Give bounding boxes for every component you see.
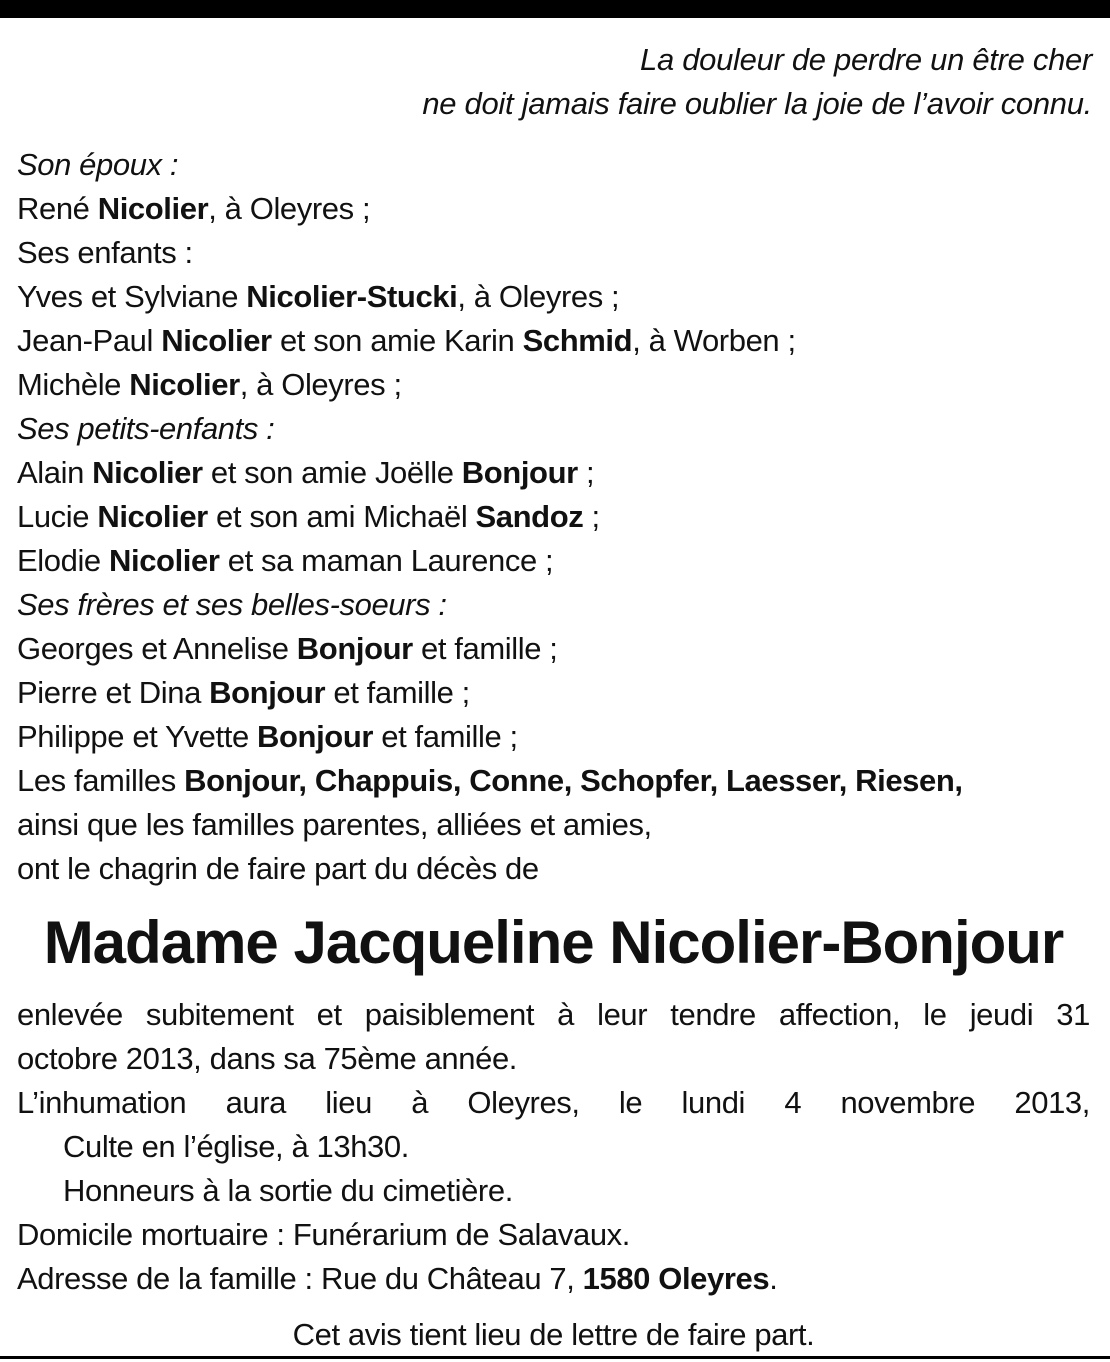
text-segment: et son amie Karin xyxy=(271,323,523,358)
family-line xyxy=(17,627,1090,671)
bold-name: Nicolier-Stucki xyxy=(246,279,458,314)
text-segment: ainsi que les familles parentes, alliées et amies, xyxy=(17,807,652,842)
top-border xyxy=(0,0,1110,18)
family-line xyxy=(17,847,1090,891)
text-segment: et son amie Joëlle xyxy=(202,455,462,490)
funeral-details xyxy=(17,993,1090,1301)
text-segment: Michèle xyxy=(17,367,130,402)
family-line xyxy=(17,495,1090,539)
text-segment: ; xyxy=(583,499,600,534)
text-segment: Alain xyxy=(17,455,93,490)
obituary-body xyxy=(17,143,1090,1357)
family-line xyxy=(17,451,1090,495)
bold-name: Nicolier xyxy=(97,499,208,534)
family-line xyxy=(17,715,1090,759)
text-segment: , à Oleyres ; xyxy=(457,279,620,314)
text-segment: Jean-Paul xyxy=(17,323,162,358)
quote-line: ne doit jamais faire oublier la joie de l’avoir connu. xyxy=(422,86,1092,121)
detail-line xyxy=(17,1257,1090,1301)
text-segment: octobre 2013, dans sa 75ème année. xyxy=(17,1041,518,1076)
text-segment: Elodie xyxy=(17,543,109,578)
text-segment: , à Oleyres ; xyxy=(208,191,371,226)
text-segment: Les familles xyxy=(17,763,185,798)
bold-name: Nicolier xyxy=(97,191,209,226)
detail-line xyxy=(17,993,1090,1037)
text-segment: . xyxy=(769,1261,778,1296)
bold-name: Nicolier xyxy=(129,367,240,402)
family-line xyxy=(17,759,1090,803)
bold-name: Nicolier xyxy=(109,543,220,578)
text-segment: Ses frères et ses belles-soeurs : xyxy=(17,587,447,622)
text-segment: Ses petits-enfants : xyxy=(17,411,275,446)
text-segment: René xyxy=(17,191,98,226)
text-segment: enlevée subitement et paisiblement à leur tendre affection, le jeudi 31 xyxy=(17,997,1090,1032)
detail-line xyxy=(17,1213,1090,1257)
family-line xyxy=(17,407,1090,451)
text-segment: et famille ; xyxy=(325,675,470,710)
family-line xyxy=(17,231,1090,275)
text-segment: et son ami Michaël xyxy=(207,499,476,534)
text-segment: et famille ; xyxy=(373,719,518,754)
text-segment: Yves et Sylviane xyxy=(17,279,247,314)
text-segment: Domicile mortuaire : Funérarium de Salavaux. xyxy=(17,1217,630,1252)
detail-line xyxy=(17,1169,1090,1213)
text-segment: Culte en l’église, à 13h30. xyxy=(63,1129,409,1164)
family-line xyxy=(17,143,1090,187)
bold-name: Bonjour xyxy=(257,719,374,754)
family-line xyxy=(17,803,1090,847)
bold-name: Sandoz xyxy=(475,499,584,534)
family-line xyxy=(17,583,1090,627)
text-segment: ; xyxy=(577,455,595,490)
text-segment: Honneurs à la sortie du cimetière. xyxy=(63,1173,513,1208)
closing-note: Cet avis tient lieu de lettre de faire part. xyxy=(292,1317,815,1352)
text-segment: ont le chagrin de faire part du décès de xyxy=(17,851,539,886)
text-segment: Pierre et Dina xyxy=(17,675,210,710)
text-segment: Georges et Annelise xyxy=(17,631,297,666)
bold-name: 1580 Oleyres xyxy=(582,1261,770,1296)
text-segment: Son époux : xyxy=(17,147,179,182)
text-segment: , à Oleyres ; xyxy=(239,367,402,402)
family-list xyxy=(17,143,1090,891)
quote-line: La douleur de perdre un être cher xyxy=(640,42,1092,77)
family-line xyxy=(17,275,1090,319)
text-segment: Adresse de la famille : Rue du Château 7, xyxy=(17,1261,583,1296)
epigraph-quote xyxy=(422,38,1092,126)
text-segment: Ses enfants : xyxy=(17,235,193,270)
bottom-border xyxy=(0,1356,1110,1359)
detail-line xyxy=(17,1125,1090,1169)
text-segment: Philippe et Yvette xyxy=(17,719,258,754)
bold-name: Nicolier xyxy=(92,455,203,490)
text-segment: Lucie xyxy=(17,499,98,534)
family-line xyxy=(17,319,1090,363)
text-segment: et famille ; xyxy=(412,631,558,666)
bold-name: Bonjour xyxy=(209,675,326,710)
text-segment: , à Worben ; xyxy=(632,323,796,358)
bold-name: Bonjour xyxy=(296,631,413,666)
detail-line xyxy=(17,1037,1090,1081)
deceased-name: Madame Jacqueline Nicolier-Bonjour xyxy=(43,909,1064,976)
bold-name: Bonjour, Chappuis, Conne, Schopfer, Laesser, Riesen, xyxy=(184,763,963,798)
bold-name: Nicolier xyxy=(161,323,272,358)
text-segment: L’inhumation aura lieu à Oleyres, le lundi 4 novembre 2013, xyxy=(17,1085,1090,1120)
family-line xyxy=(17,671,1090,715)
bold-name: Bonjour xyxy=(461,455,578,490)
bold-name: Schmid xyxy=(522,323,633,358)
detail-line xyxy=(17,1081,1090,1125)
family-line xyxy=(17,363,1090,407)
text-segment: et sa maman Laurence ; xyxy=(219,543,554,578)
family-line xyxy=(17,187,1090,231)
family-line xyxy=(17,539,1090,583)
